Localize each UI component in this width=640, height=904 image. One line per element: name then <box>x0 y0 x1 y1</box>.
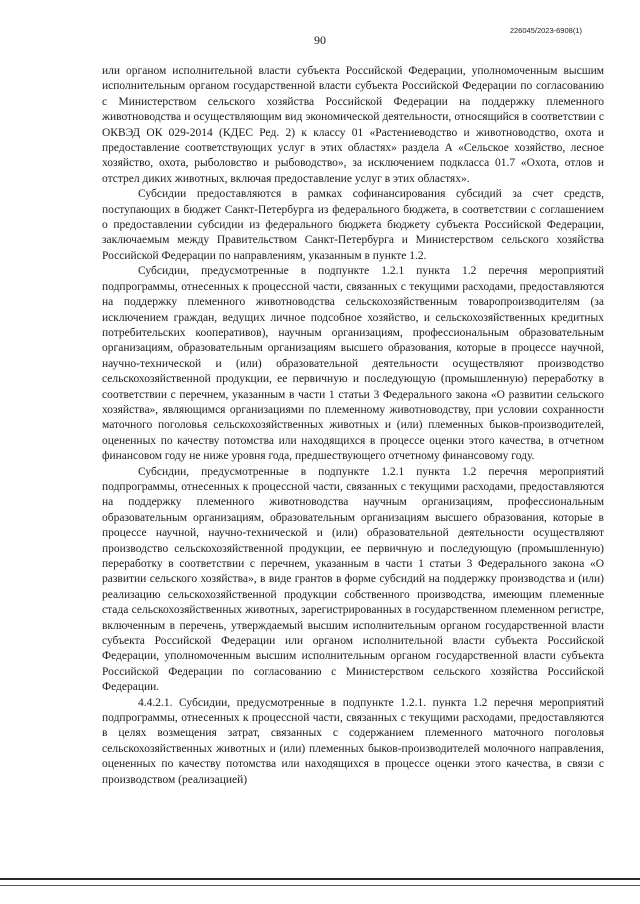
page-number: 90 <box>314 33 326 47</box>
document-registration-number: 226045/2023-6908(1) <box>509 26 582 35</box>
paragraph-subsidy-grants: Субсидии, предусмотренные в подпункте 1.2.1 пункта 1.2 перечня мероприятий подпрограммы, отнесенных к процессной части, связанных с текущими расходами, предоставляются на поддержку племенного животноводства научным организациям, профессиональным образовательным организациям, образовательным организациям высшего образования, которые в процессе научной, научно-технической и (или) образовательной деятельности осуществляют производство сельскохозяйственной продукции, ее первичную и последующую (промышленную) переработку в соответствии с перечнем, указанным в части 1 статьи 3 Федерального закона «О развитии сельского хозяйства», в виде грантов в форме субсидий на поддержку производства и (или) реализацию сельскохозяйственной продукции собственного производства, имеющим племенные стада сельскохозяйственных животных, зарегистрированных в государственном племенном регистре, включенным в перечень, утверждаемый высшим исполнительным органом государственной власти субъекта Российской Федерации или органом исполнительной власти субъекта Российской Федерации, уполномоченным высшим исполнительным органом государственной власти субъекта Российской Федерации по согласованию с Министерством сельского хозяйства Российской Федерации. <box>102 465 604 694</box>
paragraph-subsidy-cofinancing: Субсидии предоставляются в рамках софинансирования субсидий за счет средств, поступающих в бюджет Санкт-Петербурга из федерального бюджета, в соответствии с соглашением о предоставлении субсидии из федерального бюджета бюджету субъекта Российской Федерации, заключаемым между Правительством Санкт-Петербурга и Министерством сельского хозяйства Российской Федерации по направлениям, указанным в пункте 1.2. <box>102 188 604 262</box>
scan-edge-line-secondary <box>0 885 640 886</box>
scan-edge-line <box>0 878 640 880</box>
paragraph-4-4-2-1: 4.4.2.1. Субсидии, предусмотренные в подпункте 1.2.1. пункта 1.2 перечня мероприятий подпрограммы, отнесенных к процессной части, связанных с текущими расходами, предоставляются в целях возмещения затрат, связанных с содержанием племенного маточного поголовья сельскохозяйственных животных и (или) племенных быков-производителей молочного направления, оцененных по качеству потомства или находящихся в процессе оценки этого качества, в связи с производством (реализацией) <box>102 696 604 786</box>
document-body <box>102 64 604 788</box>
paragraph-continuation: или органом исполнительной власти субъекта Российской Федерации, уполномоченным высшим исполнительным органом государственной власти субъекта Российской Федерации по согласованию с Министерством сельского хозяйства Российской Федерации на поддержку племенного животноводства и осуществляющим вид экономической деятельности, относящийся в соответствии с ОКВЭД ОК 029-2014 (КДЕС Ред. 2) к классу 01 «Растениеводство и животноводство, охота и предоставление соответствующих услуг в этих областях» раздела А «Сельское хозяйство, лесное хозяйство, охота, рыболовство и рыбоводство», за исключением подкласса 01.7 «Охота, отлов и отстрел диких животных, включая предоставление услуг в этих областях». <box>102 65 604 185</box>
paragraph-subsidy-producers: Субсидии, предусмотренные в подпункте 1.2.1 пункта 1.2 перечня мероприятий подпрограммы, отнесенных к процессной части, связанных с текущими расходами, предоставляются на поддержку племенного животноводства сельскохозяйственным товаропроизводителям (за исключением граждан, ведущих личное подсобное хозяйство, и сельскохозяйственных кредитных потребительских кооперативов), научным организациям, профессиональным образовательным организациям, образовательным организациям высшего образования, которые в процессе научной, научно-технической и (или) образовательной деятельности осуществляют производство сельскохозяйственной продукции, ее первичную и последующую (промышленную) переработку в соответствии с перечнем, указанным в части 1 статьи 3 Федерального закона «О развитии сельского хозяйства», являющимся организациями по племенному животноводству, при условии сохранности маточного поголовья сельскохозяйственных животных и (или) племенных быков-производителей, оцененных по качеству потомства или находящихся в процессе оценки этого качества, в отчетном финансовом году не ниже уровня года, предшествующего отчетному финансовому году. <box>102 265 604 463</box>
